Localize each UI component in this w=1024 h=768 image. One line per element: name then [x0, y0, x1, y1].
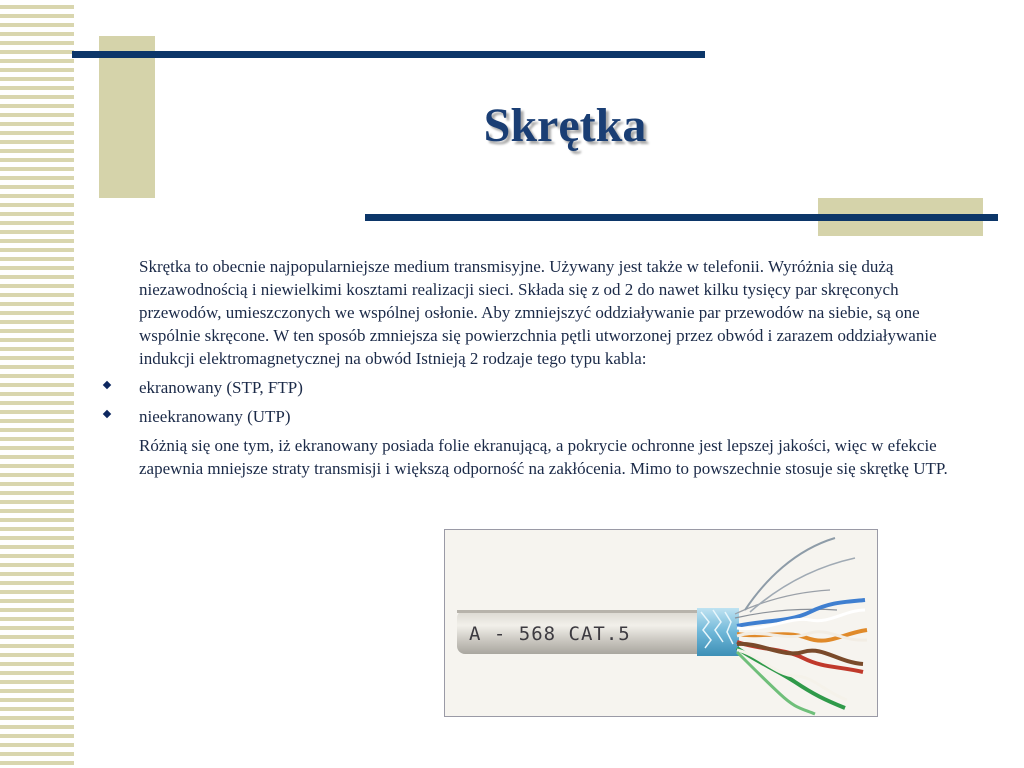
- slide-title: Skrętka: [483, 99, 647, 152]
- slide-content: [139, 255, 969, 480]
- top-accent-line: [72, 51, 705, 58]
- list-item-utp: [139, 405, 969, 428]
- closing-paragraph: Różnią się one tym, iż ekranowany posiada folie ekranującą, a pokrycie ochronne jest lepszej jakości, więc w efekcie zapewnia mniejsze straty transmisji i większą odporność na zakłócenia. Mimo to powszechnie stosuje się skrętkę UTP.: [139, 436, 948, 478]
- intro-paragraph: Skrętka to obecnie najpopularniejsze medium transmisyjne. Używany jest także w telefonii. Wyróżnia się dużą niezawodnością i niewielkimi kosztami realizacji sieci. Składa się z od 2 do nawet kilku tysięcy par skręconych przewodów, umieszczonych we wspólnej osłonie. Aby zmniejszyć oddziaływanie par przewodów na siebie, są one wspólnie skręcone. W ten sposób zmniejsza się powierzchnia pętli utworzonej przez obwód i zarazem oddziaływanie indukcji elektromagnetycznej na obwód Istnieją 2 rodzaje tego typu kabla:: [139, 257, 937, 368]
- bottom-accent-line: [365, 214, 998, 221]
- cable-print-text: A - 568 CAT.5: [469, 623, 631, 645]
- striped-sidebar-decoration: [0, 0, 74, 768]
- twisted-pair-cable-illustration: [445, 530, 877, 716]
- list-item-text: nieekranowany (UTP): [139, 407, 291, 426]
- list-item-text: ekranowany (STP, FTP): [139, 378, 303, 397]
- cable-photo: [444, 529, 878, 717]
- cable-types-list: [139, 376, 969, 428]
- list-item-stp: [139, 376, 969, 399]
- diamond-bullet-icon: [103, 410, 111, 418]
- diamond-bullet-icon: [103, 381, 111, 389]
